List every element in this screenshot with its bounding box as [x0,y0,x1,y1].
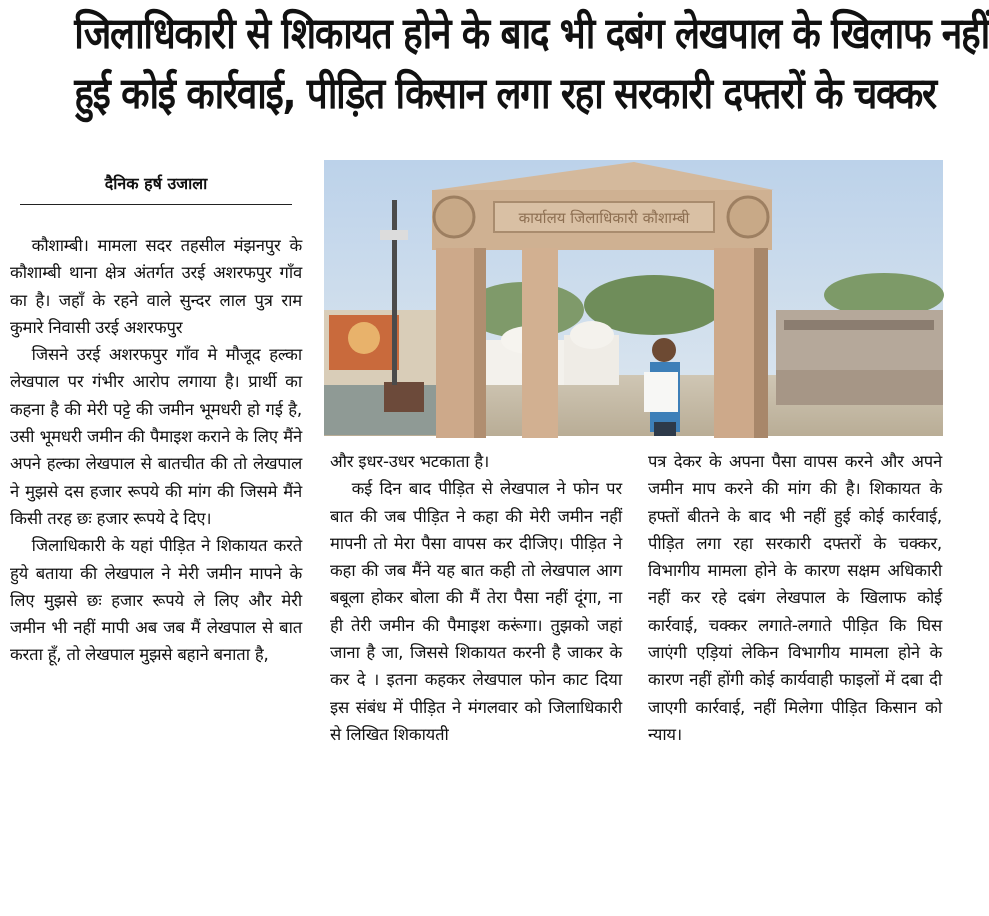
headline-line-2: हुई कोई कार्रवाई, पीड़ित किसान लगा रहा सरकारी दफ्तरों के चक्कर [74,69,936,119]
byline: दैनिक हर्ष उजाला [20,172,292,205]
article-column-2 [330,448,622,913]
headline-line-1: जिलाधिकारी से शिकायत होने के बाद भी दबंग लेखपाल के खिलाफ नहीं [74,9,989,59]
paragraph: जिसने उरई अशरफपुर गाँव मे मौजूद हल्का लेखपाल पर गंभीर आरोप लगाया है। प्रार्थी का कहना है की मेरी पट्टे की जमीन भूमधरी हो गई है, उसी भूमधरी जमीन की पैमाइश कराने के लिए मैंने अपने हल्का लेखपाल से बातचीत की तो लेखपाल ने मुझसे दस हजार रूपये की मांग की जिसमे मैंने किसी तरह छः हजार रूपये दे दिए। [10,345,302,528]
paragraph: कौशाम्बी। मामला सदर तहसील मंझनपुर के कौशाम्बी थाना क्षेत्र अंतर्गत उरई अशरफपुर गाँव का है। जहाँ के रहने वाले सुन्दर लाल पुत्र राम कुमारे निवासी उरई अशरफपुर [10,236,302,337]
paragraph: कई दिन बाद पीड़ित से लेखपाल ने फोन पर बात की जब पीड़ित ने कहा की मेरी जमीन नहीं मापनी तो मेरा पैसा वापस कर दीजिए। पीड़ित ने कहा की जब मैंने यह बात कही तो लेखपाल आग बबूला होकर बोला की मैं तेरा पैसा नहीं दूंगा, ना ही तेरी जमीन की पैमाइश करूंगा। तुझको जहां जाना है जा, जिससे शिकायत करनी है जाकर के कर दे । इतना कहकर लेखपाल फोन काट दिया इस संबंध में पीड़ित ने मंगलवार को जिलाधिकारी से लिखित शिकायती [330,479,622,744]
article-column-3 [648,448,942,913]
paragraph: पत्र देकर के अपना पैसा वापस करने और अपने जमीन माप करने की मांग की है। शिकायत के हफ्तों बीतने के बाद भी नहीं हुई कोई कार्रवाई, पीड़ित लगा रहा सरकारी दफ्तरों के चक्कर, विभागीय मामला होने के कारण सक्षम अधिकारी नहीं कर रहे दबंग लेखपाल के खिलाफ कोई कार्रवाई, चक्कर लगाते-लगाते पीड़ित कि घिस जाएंगी एड़ियां लेकिन विभागीय मामला होने के कारण नहीं होंगी कोई कार्यवाही फाइलों में दबा दी जाएगी कार्रवाई, नहीं मिलेगा पीड़ित किसान को न्याय। [648,452,942,744]
article-column-1 [10,232,302,912]
headline [74,4,989,124]
paragraph: जिलाधिकारी के यहां पीड़ित ने शिकायत करते हुये बताया की लेखपाल ने मेरी जमीन मापने के लिए मुझसे छः हजार रूपये ले लिए और मेरी जमीन भी नहीं मापी अब जब मैं लेखपाल से बात करता हूँ, तो लेखपाल मुझसे बहाने बनाता है, [10,536,302,665]
news-photo [324,160,943,436]
paragraph: और इधर-उधर भटकाता है। [330,452,490,471]
gate-sign: कार्यालय जिलाधिकारी कौशाम्बी [518,209,690,227]
